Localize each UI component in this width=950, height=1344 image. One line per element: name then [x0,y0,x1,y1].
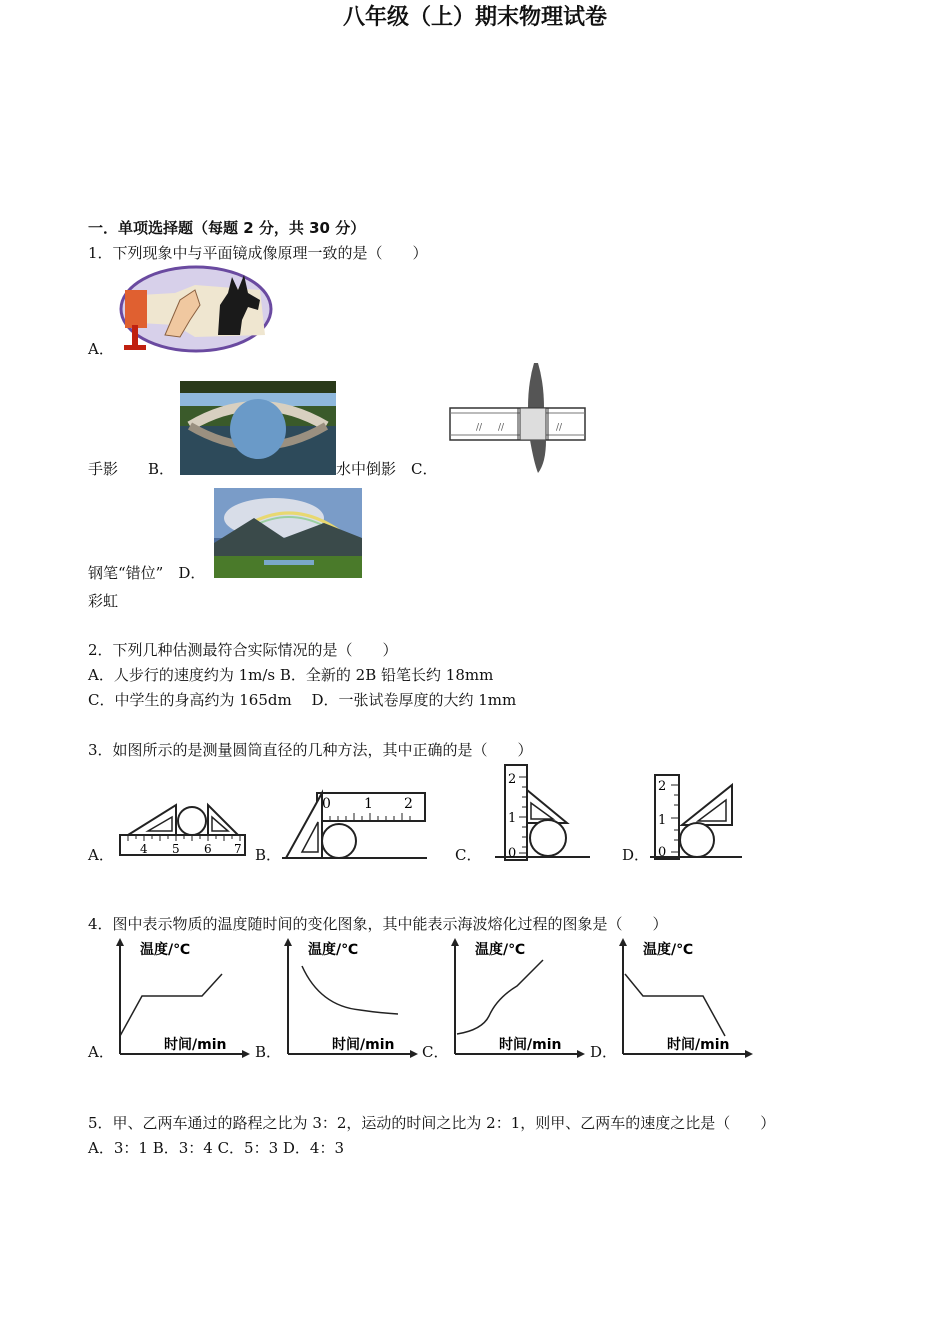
q4-stem: 4．图中表示物质的温度随时间的变化图象，其中能表示海波熔化过程的图象是（ ） [88,915,668,933]
q4a-xlabel: 时间/min [164,1037,227,1053]
q3-option-d-label: D． [622,846,650,864]
q3d-tick-1: 1 [658,813,667,828]
q3b-tick-2: 2 [404,796,413,812]
svg-text://: // [556,423,563,433]
q2-stem: 2．下列几种估测最符合实际情况的是（ ） [88,641,398,659]
q4-option-b-label: B． [255,1043,282,1061]
q3a-tick-4: 4 [140,842,148,856]
q3b-tick-1: 1 [364,796,373,812]
q1-stem: 1．下列现象中与平面镜成像原理一致的是（ ） [88,244,428,262]
q3a-tick-7: 7 [234,842,242,856]
q5-options: A．3：1 B．3：4 C．5：3 D．4：3 [88,1139,345,1157]
q4c-xlabel: 时间/min [499,1037,562,1053]
q1-option-d-text: 彩虹 [88,592,119,610]
svg-text://: // [498,423,505,433]
rainbow-image [214,488,362,578]
q1-option-b-label: 手影 B． [88,460,175,478]
hand-shadow-image [120,265,272,353]
q3a-tick-6: 6 [204,842,212,856]
q4-graph-d [615,936,755,1061]
q3d-tick-2: 2 [658,779,667,794]
q3-stem: 3．如图所示的是测量圆筒直径的几种方法，其中正确的是（ ） [88,741,533,759]
q4-graph-c [447,936,587,1061]
page-title: 八年级（上）期末物理试卷 [342,5,607,30]
q4d-xlabel: 时间/min [667,1037,730,1053]
q3-figure-b [282,788,427,863]
q4b-xlabel: 时间/min [332,1037,395,1053]
q4-option-d-label: D． [590,1043,618,1061]
q3d-tick-0: 0 [658,845,667,860]
bridge-reflection-image [180,381,336,475]
q2-options-line1: A．人步行的速度约为 1m/s B．全新的 2B 铅笔长约 18mm [88,666,494,684]
q3a-tick-5: 5 [172,842,180,856]
q3-option-c-label: C． [455,846,482,864]
q4b-ylabel: 温度/℃ [308,942,359,958]
q3-option-a-label: A． [88,846,114,864]
q1-option-c-label: 水中倒影 C． [336,460,438,478]
q4a-ylabel: 温度/℃ [140,942,191,958]
q4-option-c-label: C． [422,1043,449,1061]
q3b-tick-0: 0 [322,796,331,812]
q1-option-a-label: A． [88,340,114,358]
q3c-tick-0: 0 [508,846,517,861]
q1-option-d-label: 钢笔“错位” D． [88,564,206,582]
q4d-ylabel: 温度/℃ [643,942,694,958]
q5-stem: 5．甲、乙两车通过的路程之比为 3：2，运动的时间之比为 2：1，则甲、乙两车的速度之比是（ ） [88,1114,776,1132]
q3-figure-a [118,795,248,865]
q3-figure-c [495,765,595,865]
q3c-tick-2: 2 [508,772,517,787]
svg-text://: // [476,423,483,433]
q4c-ylabel: 温度/℃ [475,942,526,958]
q4-graph-b [280,936,420,1061]
q3-option-b-label: B． [255,846,282,864]
q4-graph-a [112,936,252,1061]
q4-option-a-label: A． [88,1043,114,1061]
q2-options-line2: C．中学生的身高约为 165dm D．一张试卷厚度的大约 1mm [88,691,517,709]
q3c-tick-1: 1 [508,811,517,826]
section-heading: 一．单项选择题（每题 2 分，共 30 分） [88,219,366,237]
q3-figure-d [650,770,745,865]
pen-glass-image [448,363,588,475]
